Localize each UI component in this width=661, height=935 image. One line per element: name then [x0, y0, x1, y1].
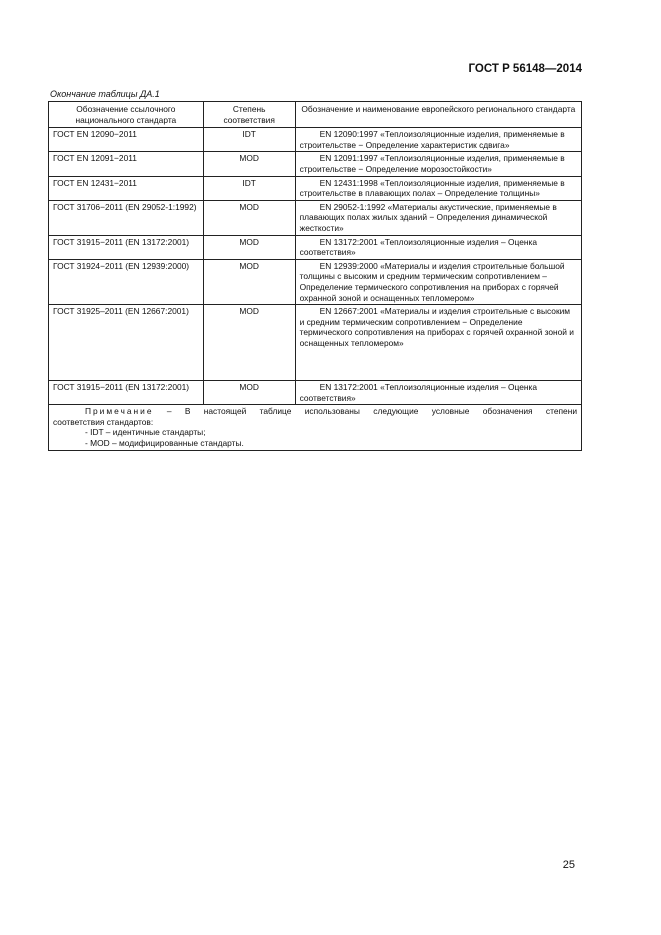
- table-header-row: [49, 102, 582, 128]
- page-number: 25: [562, 859, 575, 871]
- degree-cell: MOD: [203, 200, 295, 235]
- note-second-line: соответствия стандартов:: [53, 416, 154, 427]
- national-standard-cell: ГОСТ 31925–2011 (EN 12667:2001): [49, 305, 204, 381]
- national-standard-cell: ГОСТ 31924−2011 (EN 12939:2000): [49, 259, 204, 304]
- table-row: [49, 235, 582, 259]
- degree-cell: IDT: [203, 128, 295, 152]
- table-note-row: [49, 405, 582, 450]
- note-label: Примечание: [85, 406, 154, 417]
- national-standard-cell: ГОСТ 31915−2011 (EN 13172:2001): [49, 381, 204, 405]
- european-standard-cell: EN 12090:1997 «Теплоизоляционные изделия, применяемые в строительстве − Определение характеристик сдвига»: [295, 128, 581, 152]
- table-row: [49, 381, 582, 405]
- european-standard-cell: EN 12431:1998 «Теплоизоляционные изделия, применяемые в строительстве в плавающих полах – Определение толщины»: [295, 176, 581, 200]
- note-text: – В настоящей таблице использованы следующие условные обозначения степени: [166, 406, 578, 417]
- european-standard-cell: EN 13172:2001 «Теплоизоляционные изделия – Оценка соответствия»: [295, 235, 581, 259]
- national-standard-cell: ГОСТ EN 12091−2011: [49, 152, 204, 176]
- note-first-line: [53, 406, 577, 417]
- european-standard-cell: EN 12667:2001 «Материалы и изделия строительные с высоким и средним термическим сопротивлением − Определение термического сопротивления на приборах с горячей охранной зоной и оснащенных тепломером»: [295, 305, 581, 381]
- table-row: [49, 259, 582, 304]
- column-header-national-standard: Обозначение ссылочного национального стандарта: [49, 102, 204, 128]
- table-row: [49, 128, 582, 152]
- degree-cell: MOD: [203, 381, 295, 405]
- european-standard-cell: EN 12939:2000 «Материалы и изделия строительные большой толщины с высоким и средним термическим сопротивлением – Определение термического сопротивления на приборах с горячей охранной зоной и оснащенных тепломером»: [295, 259, 581, 304]
- degree-cell: IDT: [203, 176, 295, 200]
- table-row: [49, 152, 582, 176]
- column-header-degree: Степень соответствия: [203, 102, 295, 128]
- standards-table: [48, 101, 582, 451]
- table-row: [49, 176, 582, 200]
- degree-cell: MOD: [203, 152, 295, 176]
- national-standard-cell: ГОСТ 31706−2011 (EN 29052-1:1992): [49, 200, 204, 235]
- table-row: [49, 305, 582, 381]
- national-standard-cell: ГОСТ 31915−2011 (EN 13172:2001): [49, 235, 204, 259]
- table-caption: Окончание таблицы ДА.1: [50, 89, 160, 99]
- column-header-european-standard: Обозначение и наименование европейского регионального стандарта: [295, 102, 581, 128]
- degree-cell: MOD: [203, 235, 295, 259]
- european-standard-cell: EN 13172:2001 «Теплоизоляционные изделия – Оценка соответствия»: [295, 381, 581, 405]
- note-item-mod: - MOD – модифицированные стандарты.: [85, 438, 244, 449]
- national-standard-cell: ГОСТ EN 12431−2011: [49, 176, 204, 200]
- document-code: ГОСТ Р 56148—2014: [468, 63, 582, 75]
- european-standard-cell: EN 29052-1:1992 «Материалы акустические, применяемые в плавающих полах жилых зданий − Определения динамической жесткости»: [295, 200, 581, 235]
- degree-cell: MOD: [203, 259, 295, 304]
- degree-cell: MOD: [203, 305, 295, 381]
- european-standard-cell: EN 12091:1997 «Теплоизоляционные изделия, применяемые в строительстве − Определение морозостойкости»: [295, 152, 581, 176]
- table-note: [49, 405, 582, 450]
- national-standard-cell: ГОСТ EN 12090−2011: [49, 128, 204, 152]
- note-item-idt: - IDT – идентичные стандарты;: [85, 427, 206, 438]
- table-row: [49, 200, 582, 235]
